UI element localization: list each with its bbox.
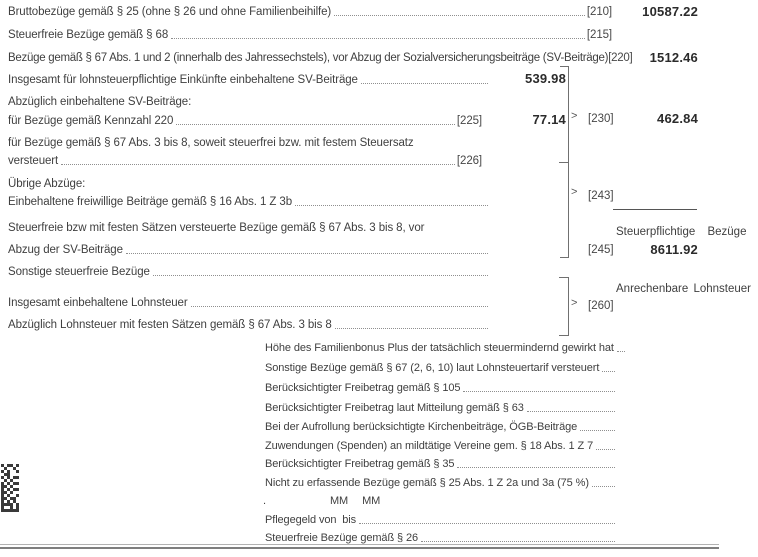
dotted-leader — [359, 522, 615, 524]
row-label: Steuerfreie Bezüge gemäß § 68 — [8, 29, 169, 41]
row-pflegegeld — [265, 514, 617, 527]
row-label: Einbehaltene freiwillige Beiträge gemäß § 16 Abs. 1 Z 3b — [8, 196, 292, 208]
dotted-leader — [596, 448, 615, 450]
row-familienbonus — [265, 342, 617, 355]
row-feste-saetze-1 — [8, 222, 424, 235]
dotted-leader — [176, 123, 455, 125]
row-sonstige-67 — [265, 362, 617, 375]
row-label: Zuwendungen (Spenden) an mildtätige Vereine gem. § 18 Abs. 1 Z 7 — [265, 440, 594, 452]
dotted-leader — [171, 37, 585, 39]
kennzahl-code-215: [215] — [586, 29, 612, 41]
row-label: versteuert — [8, 155, 59, 167]
row-label: Nicht zu erfassende Bezüge gemäß § 25 Abs. 1 Z 2a und 3a (75 %) — [265, 477, 589, 489]
row-sonstige-steuerfrei — [8, 266, 490, 279]
row-label: für Bezüge gemäß § 67 Abs. 3 bis 8, soweit steuerfrei bzw. mit festem Steuersatz — [8, 137, 414, 149]
bracket-tick — [560, 66, 569, 67]
dotted-leader — [361, 82, 488, 84]
row-freibetrag-63 — [265, 402, 617, 415]
dotted-leader — [463, 390, 615, 392]
row-lohnsteuer-insgesamt — [8, 297, 490, 310]
row-label: Sonstige steuerfreie Bezüge — [8, 266, 150, 278]
dotted-leader — [334, 14, 585, 16]
dotted-leader — [335, 327, 488, 329]
row-label: Pflegegeld von bis — [265, 514, 357, 526]
bracket-arrow: > — [571, 110, 578, 122]
row-freibetrag-35 — [265, 458, 617, 471]
value-225: 77.14 — [532, 112, 566, 127]
row-bruttobezuege-210 — [8, 6, 612, 19]
row-label: Berücksichtigter Freibetrag laut Mitteilung gemäß § 63 — [265, 402, 524, 414]
kennzahl-code-260: [260] — [588, 300, 614, 312]
row-monat-platzhalter — [263, 495, 615, 508]
row-label: für Bezüge gemäß Kennzahl 220 — [8, 115, 174, 127]
value-210: 10587.22 — [642, 4, 698, 19]
kennzahl-code-226: [226] — [456, 155, 482, 167]
punkt-mark: . — [263, 495, 266, 507]
datamatrix-barcode — [1, 464, 20, 512]
bracket-arrow: > — [571, 186, 578, 198]
dotted-leader — [457, 466, 615, 468]
bracket-tick — [559, 277, 568, 278]
row-fester-steuersatz-1 — [8, 137, 414, 150]
section-header: Abzüglich einbehaltene SV-Beiträge: — [8, 96, 192, 108]
kennzahl-code-245: [245] — [588, 244, 614, 256]
kennzahl-code-225: [225] — [456, 115, 482, 127]
row-fester-steuersatz-2-226 — [8, 155, 482, 168]
row-label: Abzug der SV-Beiträge — [8, 244, 123, 256]
row-label: Steuerfreie bzw mit festen Sätzen versteuerte Bezüge gemäß § 67 Abs. 3 bis 8, vor — [8, 222, 425, 234]
row-label: Bruttobezüge gemäß § 25 (ohne § 26 und ohne Familienbeihilfe) — [8, 6, 332, 18]
value-sv-insgesamt: 539.98 — [525, 71, 566, 86]
empty-value-line-243 — [613, 209, 697, 210]
row-freibetrag-105 — [265, 382, 617, 395]
dotted-leader — [126, 252, 488, 254]
row-label: Abzüglich Lohnsteuer mit festen Sätzen gemäß § 67 Abs. 3 bis 8 — [8, 319, 332, 331]
row-spenden — [265, 440, 617, 453]
bracket-tick — [560, 257, 569, 258]
value-245: 8611.92 — [650, 242, 698, 257]
kennzahl-code-230: [230] — [588, 113, 614, 125]
row-kennzahl-220-225 — [8, 115, 482, 128]
bracket-tick — [559, 335, 568, 336]
label-steuerpflichtige-bezuege: Steuerpflichtige Bezüge — [616, 226, 747, 238]
dotted-leader — [592, 485, 615, 487]
kennzahl-code-220: [220] — [608, 52, 633, 64]
row-label: Berücksichtigter Freibetrag gemäß § 35 — [265, 458, 455, 470]
row-sv-insgesamt — [8, 74, 490, 87]
dotted-leader — [602, 370, 615, 372]
value-220: 1512.46 — [649, 50, 698, 65]
bottom-rule-thin — [0, 544, 719, 545]
dotted-leader — [580, 429, 615, 431]
row-feste-saetze-2 — [8, 244, 490, 257]
bottom-rule-thick — [0, 547, 719, 549]
row-steuerfrei-68-215 — [8, 29, 612, 42]
row-kirchenbeitraege — [265, 421, 617, 434]
dotted-leader — [61, 163, 455, 165]
dotted-leader — [153, 274, 488, 276]
row-sv-abzueglich-header — [8, 96, 191, 109]
row-freiwillige-beitraege — [8, 196, 490, 209]
row-nicht-zu-erfassende — [265, 477, 617, 490]
row-label: Bei der Aufrollung berücksichtigte Kirchenbeiträge, ÖGB-Beiträge — [265, 421, 578, 433]
monat-von: MM — [329, 495, 349, 507]
row-label: Sonstige Bezüge gemäß § 67 (2, 6, 10) laut Lohnsteuertarif versteuert — [265, 362, 600, 374]
kennzahl-code-210: [210] — [586, 6, 612, 18]
monat-bis: MM — [362, 495, 381, 507]
row-label: Bezüge gemäß § 67 Abs. 1 und 2 (innerhalb des Jahressechstels), vor Abzug der Sozialversicherungsbeiträge (SV-Beiträge) — [8, 52, 609, 64]
dotted-leader — [617, 350, 625, 352]
row-bezuege-67-220 — [8, 52, 632, 65]
value-230: 462.84 — [657, 111, 698, 126]
grouping-bracket-line-2 — [568, 277, 569, 336]
grouping-bracket-line-1 — [568, 66, 569, 258]
section-header: Übrige Abzüge: — [8, 178, 86, 190]
row-uebrige-header — [8, 178, 85, 191]
kennzahl-code-243: [243] — [588, 190, 614, 202]
row-lohnsteuer-feste — [8, 319, 490, 332]
row-label: Insgesamt für lohnsteuerpflichtige Einkünfte einbehaltene SV-Beiträge — [8, 74, 358, 86]
bracket-arrow: > — [571, 297, 578, 309]
dotted-leader — [527, 410, 615, 412]
dotted-leader — [421, 540, 615, 542]
bracket-tick — [559, 162, 568, 163]
row-label: Berücksichtigter Freibetrag gemäß § 105 — [265, 382, 461, 394]
row-label: Steuerfreie Bezüge gemäß § 26 — [265, 532, 419, 544]
dotted-leader — [191, 305, 488, 307]
label-anrechenbare-lohnsteuer: Anrechenbare Lohnsteuer — [616, 283, 751, 295]
row-label: Höhe des Familienbonus Plus der tatsächlich steuermindernd gewirkt hat — [265, 342, 614, 354]
dotted-leader — [295, 204, 488, 206]
row-label: Insgesamt einbehaltene Lohnsteuer — [8, 297, 188, 309]
